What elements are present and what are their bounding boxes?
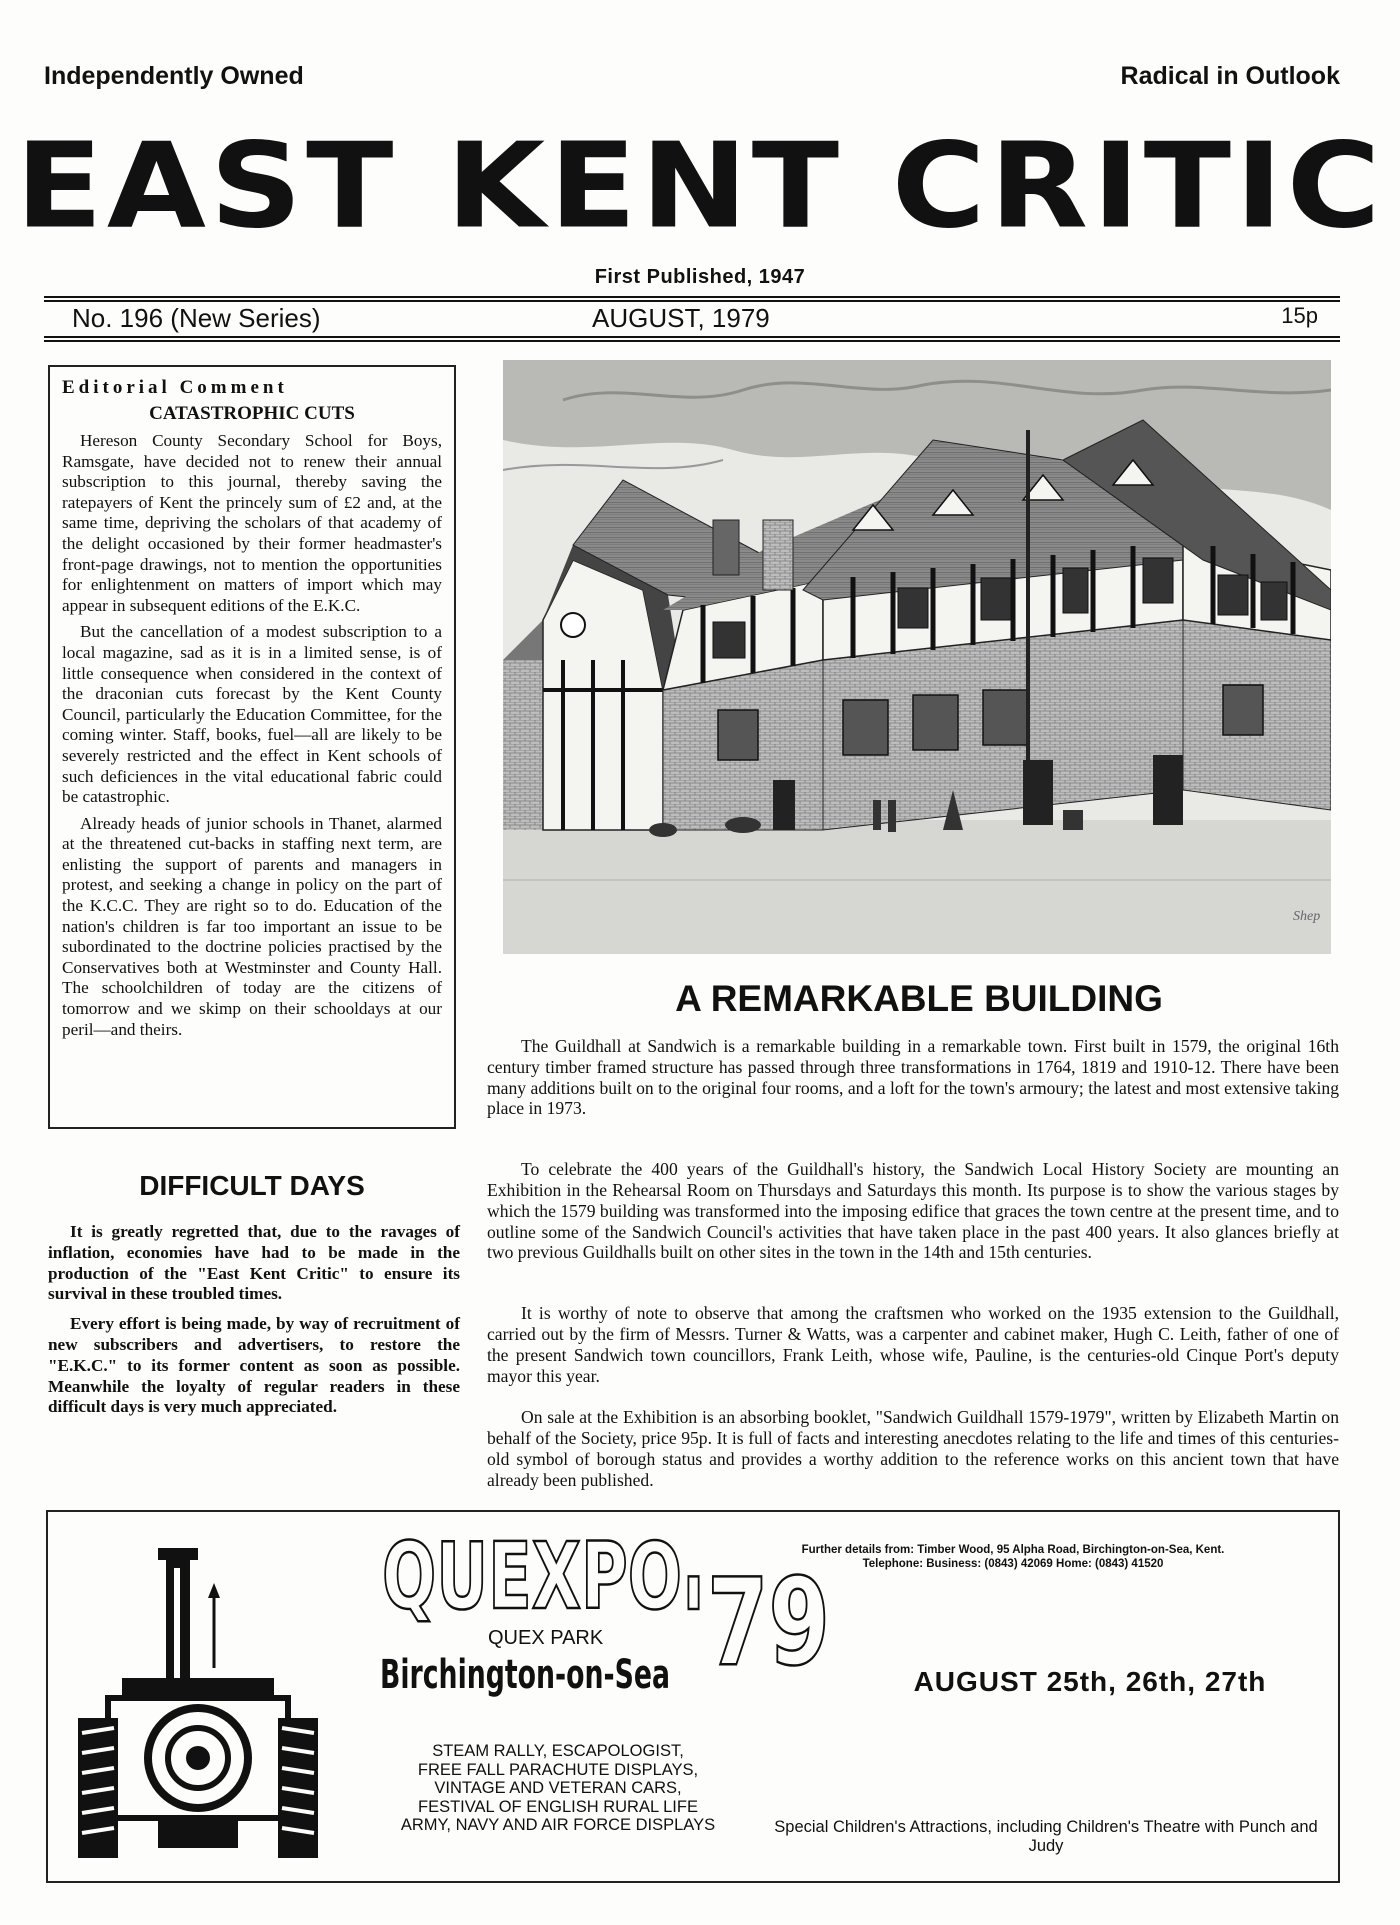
advert-contact-phone: Telephone: Business: (0843) 42069 Home: (0843) 41520 <box>862 1558 1164 1570</box>
article-paragraph: To celebrate the 400 years of the Guildhall's history, the Sandwich Local History Society are mounting an Exhibition in the Rehearsal Room on Thursdays and Saturdays this month. Its purpose is to show the various stages by which the 1579 building was transformed into the imposing edifice that graces the town centre at the present time, and to outline some of the Sandwich Council's activities that have taken place in the past 400 years. It also glances briefly at two previous Guildhalls built on other sites in the town in the 14th and 15th centuries. <box>487 1159 1339 1263</box>
advert-contact-address: Further details from: Timber Wood, 95 Alpha Road, Birchington-on-Sea, Kent. <box>801 1544 1225 1556</box>
quexpo-logo-year: '79 <box>680 1554 830 1693</box>
difficult-days-paragraph: It is greatly regretted that, due to the ravages of inflation, economies have had to be made in the production of the "East Kent Critic" to ensure its survival in these troubled times. <box>48 1222 460 1304</box>
masthead <box>0 112 1400 262</box>
article-paragraph: It is worthy of note to observe that among the craftsmen who worked on the 1935 extension to the Guildhall, carried out by the firm of Messrs. Turner & Watts, was a carpenter and cabinet maker, Hugh C. Leith, father of one of the present Sandwich town councillors, Frank Leith, whose wife, Pauline, is the centuries-old Cinque Port's deputy mayor this year. <box>487 1303 1339 1386</box>
editorial-paragraph: Already heads of junior schools in Thanet, alarmed at the threatened cut-backs in staffing next term, are enlisting the support of parents and managers in protest, and seeking a change in policy on the part of the K.C.C. They are right so to do. Education of the nation's children is far too important an issue to be subordinated to the doctrine policies practised by the Conservatives both at Westminster and County Hall. The schoolchildren of today are the citizens of tomorrow and we skimp on their schooldays at our peril—and theirs. <box>62 813 442 1039</box>
editorial-heading: Editorial Comment <box>62 377 288 398</box>
attraction-item: ARMY, NAVY AND AIR FORCE DISPLAYS <box>400 1816 716 1834</box>
tagline-left: Independently Owned <box>44 62 304 90</box>
rule-bottom-b <box>44 340 1340 342</box>
advert-contact <box>708 1543 1318 1571</box>
attraction-item: VINTAGE AND VETERAN CARS, <box>434 1779 682 1797</box>
editorial-paragraph: Hereson County Secondary School for Boys, Ramsgate, have decided not to renew their annual subscription to this journal, thereby saving the ratepayers of Kent the princely sum of £2 and, at the same time, depriving the scholars of that academy of the delight occasioned by their former headmaster's front-page drawings, not to mention the opportunities for enlightenment on matters of import which may appear in subsequent editions of the E.K.C. <box>62 431 442 615</box>
quex-park-label: QUEX PARK <box>488 1627 604 1649</box>
guildhall-illustration <box>503 360 1331 954</box>
rule-top-a <box>44 296 1340 298</box>
artist-signature: Shep <box>1293 909 1321 924</box>
difficult-days-title: DIFFICULT DAYS <box>139 1170 365 1201</box>
issue-line <box>44 303 1340 337</box>
advert-attractions <box>368 1742 748 1835</box>
difficult-days-paragraph: Every effort is being made, by way of recruitment of new subscribers and advertisers, to restore the "E.K.C." to its former content as soon as possible. Meanwhile the loyalty of regular readers in these difficult days is very much appreciated. <box>48 1314 460 1417</box>
difficult-days-body <box>48 1222 460 1427</box>
first-published: First Published, 1947 <box>594 266 806 288</box>
advert-children: Special Children's Attractions, including Children's Theatre with Punch and Judy <box>774 1818 1318 1855</box>
editorial-paragraph: But the cancellation of a modest subscription to a local magazine, sad as it is in a limited sense, is of little consequence when considered in the context of the draconian cuts forecast by the Kent County Council, particularly the Education Committee, for the coming winter. Staff, books, fuel—all are likely to be severely restricted and the effect in Kent schools of such deficiences in the vital educational fabric could be catastrophic. <box>62 622 442 807</box>
attraction-item: STEAM RALLY, ESCAPOLOGIST, <box>432 1742 684 1760</box>
attraction-item: FREE FALL PARACHUTE DISPLAYS, <box>417 1760 699 1779</box>
issue-price: 15p <box>1281 303 1318 328</box>
article-paragraph: The Guildhall at Sandwich is a remarkable building in a remarkable town. First built in 1579, the original 16th century timber framed structure has passed through three transformations in 1764, 1819 and 1910-12. There have been many additions built on to the original four rooms, and a loft for the town's armoury; the latest and most extensive taking place in 1973. <box>487 1036 1339 1119</box>
article-paragraph: On sale at the Exhibition is an absorbing booklet, "Sandwich Guildhall 1579-1979", written by Elizabeth Martin on behalf of the Society, price 95p. It is full of facts and interesting anecdotes relating to the life and times of this centuries-old symbol of borough status and provides a worthy addition to the reference works on this ancient town that have already been published. <box>487 1407 1339 1490</box>
article-title: A REMARKABLE BUILDING <box>675 978 1163 1019</box>
masthead-title: EAST KENT CRITIC <box>15 117 1385 256</box>
issue-date: AUGUST, 1979 <box>592 303 770 333</box>
attraction-item: FESTIVAL OF ENGLISH RURAL LIFE <box>418 1797 698 1816</box>
quexpo-logo-word: QUEXPO <box>382 1536 682 1630</box>
birchington-label: Birchington-on-Sea <box>380 1652 670 1698</box>
editorial-box <box>48 365 456 1129</box>
rule-bottom-a <box>44 336 1340 338</box>
issue-number: No. 196 (New Series) <box>72 303 321 333</box>
rule-top-b <box>44 300 1340 302</box>
article-body <box>487 1036 1339 1512</box>
advert-dates: AUGUST 25th, 26th, 27th <box>913 1666 1267 1697</box>
editorial-title: CATASTROPHIC CUTS <box>149 403 355 424</box>
tagline-right: Radical in Outlook <box>1120 62 1340 90</box>
traction-engine-icon <box>78 1528 318 1863</box>
